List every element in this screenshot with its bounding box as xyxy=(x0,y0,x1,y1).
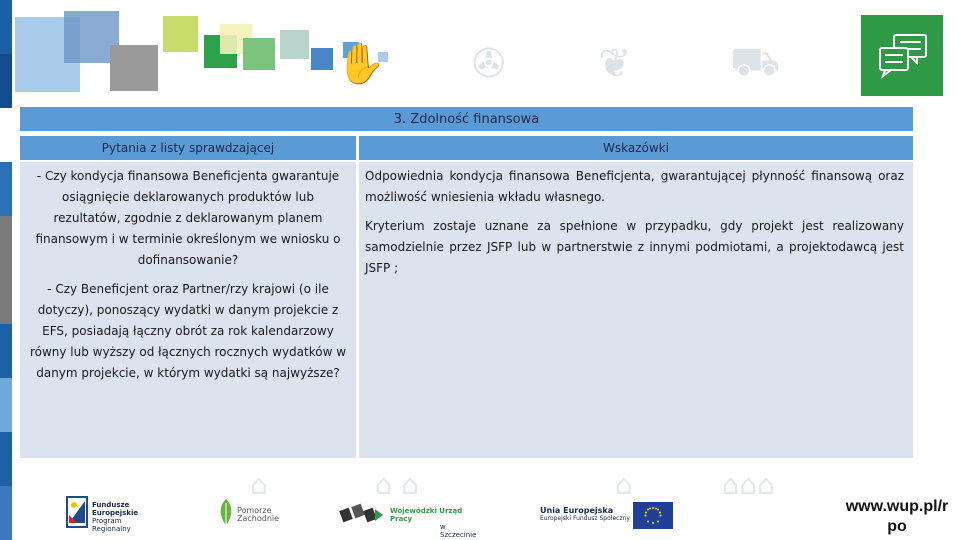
logo-text: Unia Europejska xyxy=(540,506,614,515)
chat-bubbles-icon xyxy=(861,15,943,96)
decorative-footer-ghost: ⌂ ⌂ ⌂ ⌂ ⌂⌂⌂ xyxy=(250,468,775,501)
logo-fundusze-europejskie xyxy=(65,495,155,531)
left-color-stripe xyxy=(0,0,12,540)
logo-wup-szczecin xyxy=(337,495,482,539)
logo-text: Zachodnie xyxy=(237,514,280,523)
website-url[interactable]: www.wup.pl/r po xyxy=(834,497,960,537)
logo-text: Europejskie xyxy=(92,509,139,517)
question-paragraph: - Czy kondycja finansowa Beneficjenta gwarantuje osiągnięcie deklarowanych produktów lub rezultatów, zgodnie z deklarowanym planem finansowym i w terminie określonym we wniosku o dofinansowanie? xyxy=(35,169,341,267)
logo-text: w Szczecinie xyxy=(440,523,477,539)
logo-text: Fundusze xyxy=(92,501,130,509)
questions-cell xyxy=(20,162,356,458)
logo-pomorze-zachodnie xyxy=(215,495,285,531)
table-title: 3. Zdolność finansowa xyxy=(20,107,913,131)
column-header-hints: Wskazówki xyxy=(359,136,913,160)
windmill-icon: ✇ xyxy=(472,41,506,87)
hint-paragraph: Odpowiednia kondycja finansowa Beneficjenta, gwarantującej płynność finansową oraz możliwość wniesienia wkładu własnego. xyxy=(365,169,904,204)
hints-cell xyxy=(359,162,913,458)
hand-icon: ✋ xyxy=(336,41,386,87)
logo-text: Wojewódzki Urząd Pracy xyxy=(390,507,463,523)
logo-unia-europejska xyxy=(540,495,675,531)
column-header-questions: Pytania z listy sprawdzającej xyxy=(20,136,356,160)
eu-flag-icon xyxy=(633,502,673,529)
question-paragraph: - Czy Beneficjent oraz Partner/rzy krajowi (o ile dotyczy), ponoszący wydatki w danym projekcie z EFS, posiadają łączny obrót za rok kalendarzowy równy lub wyższy od łącznych rocznych wydatków w danym projekcie, w którym wydatki są najwyższe? xyxy=(29,282,347,380)
logo-text: Pomorze xyxy=(237,506,272,515)
train-icon: ⛟ xyxy=(730,39,781,85)
leaf-icon: ❦ xyxy=(598,41,632,87)
logo-text: Program Regionalny xyxy=(92,517,131,533)
logo-text: Europejski Fundusz Społeczny xyxy=(540,515,630,522)
hint-paragraph: Kryterium zostaje uznane za spełnione w przypadku, gdy projekt jest realizowany samodzielnie przez JSFP lub w partnerstwie z innymi podmiotami, a projektodawcą jest JSFP ; xyxy=(365,219,904,275)
